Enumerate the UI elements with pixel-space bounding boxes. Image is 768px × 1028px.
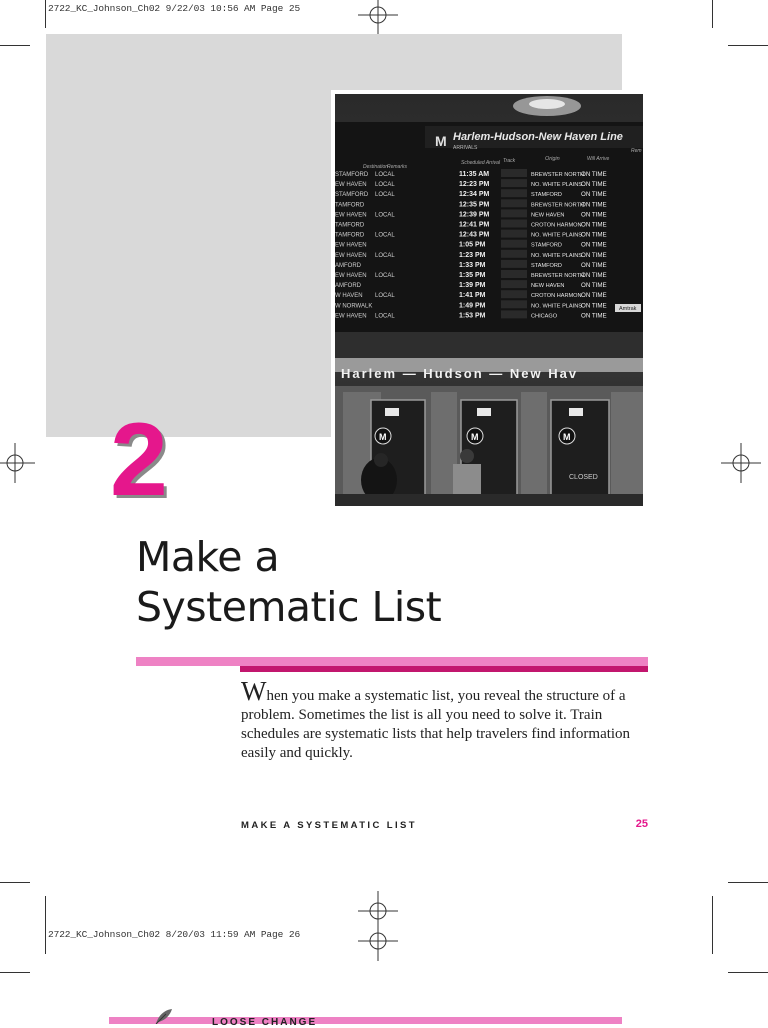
train-board-photo xyxy=(331,90,645,510)
board-track-slot xyxy=(501,230,527,238)
board-status: ON TIME xyxy=(581,231,607,239)
board-time: 1:53 PM xyxy=(459,312,486,320)
registration-mark-icon xyxy=(721,443,761,483)
printer-slug-top: 2722_KC_Johnson_Ch02 9/22/03 10:56 AM Page 25 xyxy=(48,3,301,14)
crop-mark xyxy=(45,896,46,954)
crop-mark xyxy=(45,0,46,28)
board-time: 1:49 PM xyxy=(459,302,486,310)
board-track-slot xyxy=(501,179,527,187)
board-destination: EW HAVEN xyxy=(335,182,367,189)
window-logo-3: M xyxy=(563,432,571,442)
board-remark: LOCAL xyxy=(375,273,395,279)
board-track-slot xyxy=(501,310,527,318)
board-track-slot xyxy=(501,270,527,278)
crop-mark xyxy=(728,972,768,973)
board-track-slot xyxy=(501,199,527,207)
crop-mark xyxy=(728,882,768,883)
board-remark: LOCAL xyxy=(375,182,395,189)
board-destination: STAMFORD xyxy=(335,172,369,178)
board-col-rem2: Rem xyxy=(631,148,642,154)
ticket-window xyxy=(551,400,609,496)
board-time: 12:35 PM xyxy=(459,201,490,209)
board-track-slot xyxy=(501,220,527,228)
board-origin: NEW HAVEN xyxy=(531,212,565,219)
registration-mark-icon xyxy=(358,921,398,961)
board-destination: EW HAVEN xyxy=(335,242,367,249)
board-origin: NO. WHITE PLAINS xyxy=(531,252,582,259)
board-destination: TAMFORD xyxy=(335,202,365,209)
registration-mark-icon xyxy=(358,0,398,35)
board-destination: EW HAVEN xyxy=(335,252,367,259)
title-rule-light xyxy=(136,657,648,666)
board-remark: LOCAL xyxy=(375,212,395,219)
board-track-slot xyxy=(501,169,527,177)
board-time: 12:23 PM xyxy=(459,181,490,189)
printer-slug-bottom: 2722_KC_Johnson_Ch02 8/20/03 11:59 AM Page 26 xyxy=(48,929,301,940)
board-line-name: Harlem-Hudson-New Haven Line xyxy=(453,131,623,143)
crop-mark xyxy=(0,882,30,883)
board-origin: STAMFORD xyxy=(531,242,562,249)
title-rule-dark xyxy=(240,666,648,672)
board-col-remarks: Remarks xyxy=(387,164,408,170)
board-time: 12:39 PM xyxy=(459,211,490,219)
chapter-number: 2 xyxy=(110,402,166,518)
board-status: ON TIME xyxy=(581,251,607,259)
board-track-slot xyxy=(501,280,527,288)
crop-mark xyxy=(712,896,713,954)
closed-sign: CLOSED xyxy=(569,474,598,481)
board-destination: W NORWALK xyxy=(335,303,373,310)
board-status: ON TIME xyxy=(581,302,607,310)
board-time: 1:35 PM xyxy=(459,272,486,279)
next-page-heading: LOOSE CHANGE xyxy=(212,1017,318,1028)
window-logo-2: M xyxy=(471,432,479,442)
board-time: 12:41 PM xyxy=(459,221,490,229)
board-track-slot xyxy=(501,250,527,258)
board-destination: W HAVEN xyxy=(335,293,363,300)
crop-mark xyxy=(0,972,30,973)
board-origin: NO. WHITE PLAINS xyxy=(531,182,582,189)
registration-mark-icon xyxy=(0,443,35,483)
chapter-title-line-2: Systematic List xyxy=(136,583,442,631)
board-col-arrive: Will Arrive xyxy=(587,156,610,162)
board-track-slot xyxy=(501,240,527,248)
board-origin: BREWSTER NORTH xyxy=(531,202,585,209)
board-destination: EW HAVEN xyxy=(335,273,367,279)
board-track-slot xyxy=(501,209,527,217)
board-status: ON TIME xyxy=(581,211,607,219)
board-origin: CROTON HARMON xyxy=(531,222,582,229)
train-board-illustration xyxy=(335,94,643,506)
board-status: ON TIME xyxy=(581,241,607,249)
board-status: ON TIME xyxy=(581,292,607,300)
window-logo-1: M xyxy=(379,432,387,442)
leaf-icon xyxy=(152,1008,174,1024)
board-col-origin: Origin xyxy=(545,156,560,162)
board-origin: STAMFORD xyxy=(531,262,562,269)
board-time: 1:33 PM xyxy=(459,261,486,269)
board-time: 1:41 PM xyxy=(459,292,486,300)
board-track-slot xyxy=(501,290,527,298)
board-time: 1:39 PM xyxy=(459,282,486,290)
board-logo: M xyxy=(435,133,447,149)
board-status: ON TIME xyxy=(581,272,607,279)
board-origin: BREWSTER NORTH xyxy=(531,273,585,279)
board-col-track: Track xyxy=(503,158,516,164)
board-track-slot xyxy=(501,260,527,268)
board-status: ON TIME xyxy=(581,312,607,320)
board-destination: EW HAVEN xyxy=(335,212,367,219)
board-status: ON TIME xyxy=(581,191,607,199)
board-remark: LOCAL xyxy=(375,232,395,239)
board-origin: NO. WHITE PLAINS xyxy=(531,303,582,310)
crop-mark xyxy=(728,45,768,46)
board-arrivals-label: ARRIVALS xyxy=(453,145,478,151)
board-amtrak-tag: Amtrak xyxy=(619,306,637,312)
board-time: 12:34 PM xyxy=(459,191,490,199)
board-status: ON TIME xyxy=(581,201,607,209)
page-number: 25 xyxy=(635,818,648,830)
board-time: 1:23 PM xyxy=(459,251,486,259)
crop-mark xyxy=(712,0,713,28)
chapter-title xyxy=(136,532,441,632)
board-remark: LOCAL xyxy=(375,293,395,300)
station-sign-text: Harlem — Hudson — New Hav xyxy=(341,366,579,381)
board-status: ON TIME xyxy=(581,181,607,189)
board-origin: CROTON HARMON xyxy=(531,293,582,300)
board-origin: NEW HAVEN xyxy=(531,283,565,290)
board-status: ON TIME xyxy=(581,171,607,178)
running-footer-title: MAKE A SYSTEMATIC LIST xyxy=(241,820,417,831)
board-origin: NO. WHITE PLAINS xyxy=(531,232,582,239)
board-destination: STAMFORD xyxy=(335,192,369,199)
board-origin: BREWSTER NORTH xyxy=(531,172,585,178)
board-status: ON TIME xyxy=(581,261,607,269)
board-destination: TAMFORD xyxy=(335,222,365,229)
board-destination: EW HAVEN xyxy=(335,313,367,320)
board-status: ON TIME xyxy=(581,221,607,229)
board-destination: TAMFORD xyxy=(335,232,365,239)
chapter-title-line-1: Make a xyxy=(136,533,280,581)
board-destination: AMFORD xyxy=(335,262,361,269)
board-col-scheduled: Scheduled Arrival xyxy=(461,160,501,166)
board-remark: LOCAL xyxy=(375,313,395,320)
intro-dropcap: W xyxy=(241,676,267,706)
board-time: 12:43 PM xyxy=(459,231,490,239)
board-origin: CHICAGO xyxy=(531,313,558,320)
board-track-slot xyxy=(501,189,527,197)
intro-text: hen you make a systematic list, you reveal the structure of a problem. Sometimes the list is all you need to solve it. Train schedules are systematic lists that help travelers find information easily and quickly. xyxy=(241,688,631,761)
board-remark: LOCAL xyxy=(375,192,395,199)
board-origin: STAMFORD xyxy=(531,192,562,199)
intro-paragraph xyxy=(241,676,651,763)
crop-mark xyxy=(0,45,30,46)
board-time: 1:05 PM xyxy=(459,241,486,249)
board-time: 11:35 AM xyxy=(459,171,490,178)
board-col-destination: Destination xyxy=(363,164,389,170)
board-remark: LOCAL xyxy=(375,172,395,178)
board-track-slot xyxy=(501,300,527,308)
board-remark: LOCAL xyxy=(375,252,395,259)
board-status: ON TIME xyxy=(581,282,607,290)
next-page-header-bar xyxy=(109,1017,622,1024)
board-destination: AMFORD xyxy=(335,283,361,290)
